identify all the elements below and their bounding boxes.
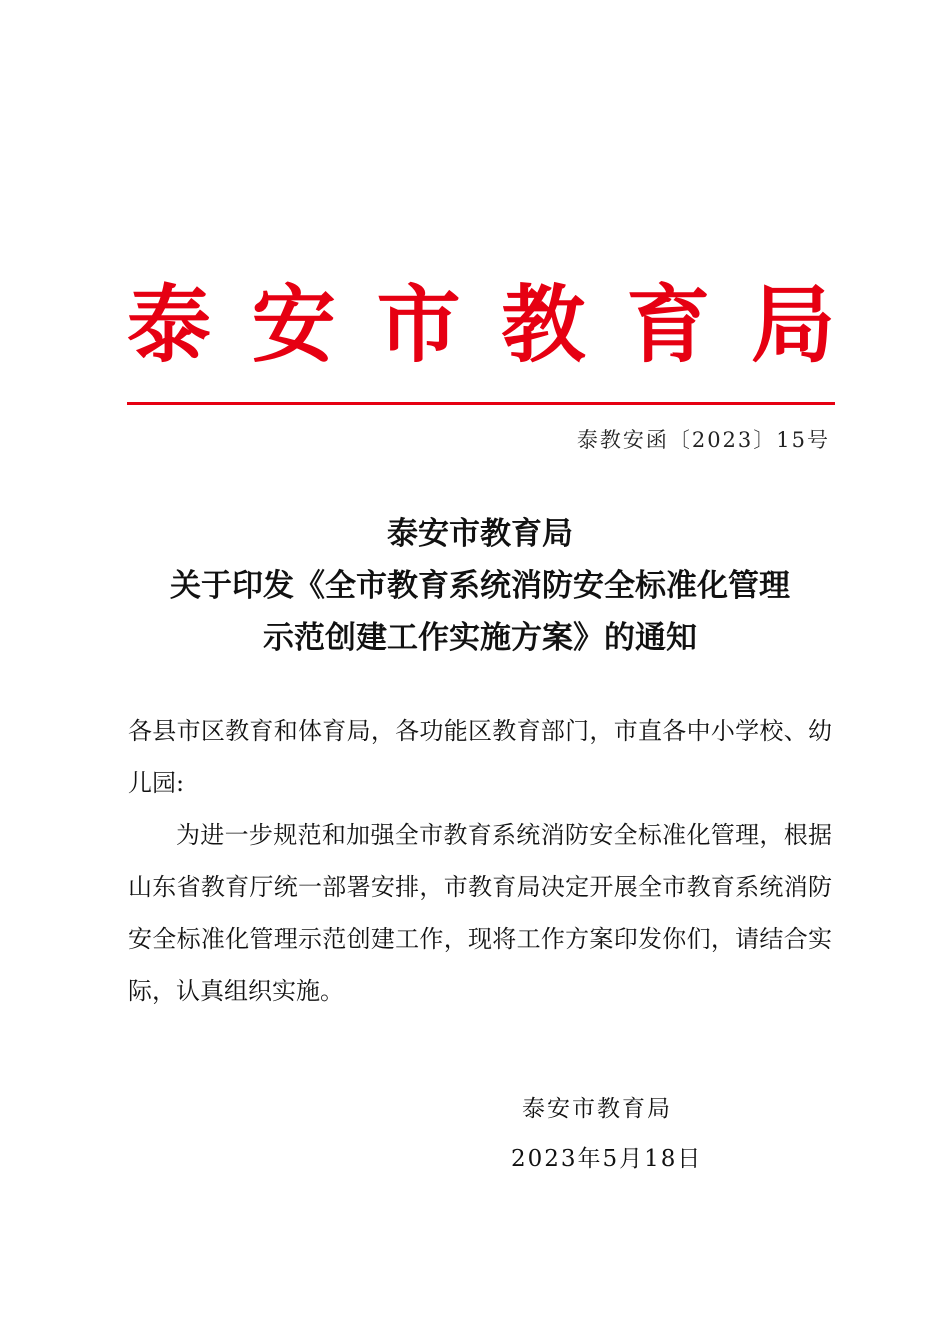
letterhead-divider: [127, 402, 835, 405]
document-number: 泰教安函〔2023〕15号: [576, 428, 830, 452]
letterhead-char: 育: [626, 275, 711, 374]
salutation: 各县市区教育和体育局，各功能区教育部门，市直各中小学校、幼儿园:: [128, 717, 832, 797]
letterhead-char: 局: [750, 275, 835, 374]
document-body: [128, 705, 832, 1017]
document-title: [100, 508, 860, 664]
letterhead-char: 教: [501, 275, 586, 374]
signature-issuer: 泰安市教育局: [522, 1096, 672, 1122]
letterhead-title: [127, 270, 835, 380]
title-line-subject-end: 示范创建工作实施方案》的通知: [263, 620, 697, 656]
title-line-issuer: 泰安市教育局: [387, 516, 573, 552]
letterhead-char: 市: [376, 275, 461, 374]
letterhead-char: 安: [251, 275, 336, 374]
body-paragraph: 为进一步规范和加强全市教育系统消防安全标准化管理，根据山东省教育厅统一部署安排，市教育局决定开展全市教育系统消防安全标准化管理示范创建工作，现将工作方案印发你们，请结合实际，认真组织实施。: [128, 821, 832, 1005]
title-line-subject: 关于印发《全市教育系统消防安全标准化管理: [170, 568, 790, 604]
signature-date: 2023年5月18日: [511, 1146, 703, 1172]
letterhead-char: 泰: [127, 275, 212, 374]
